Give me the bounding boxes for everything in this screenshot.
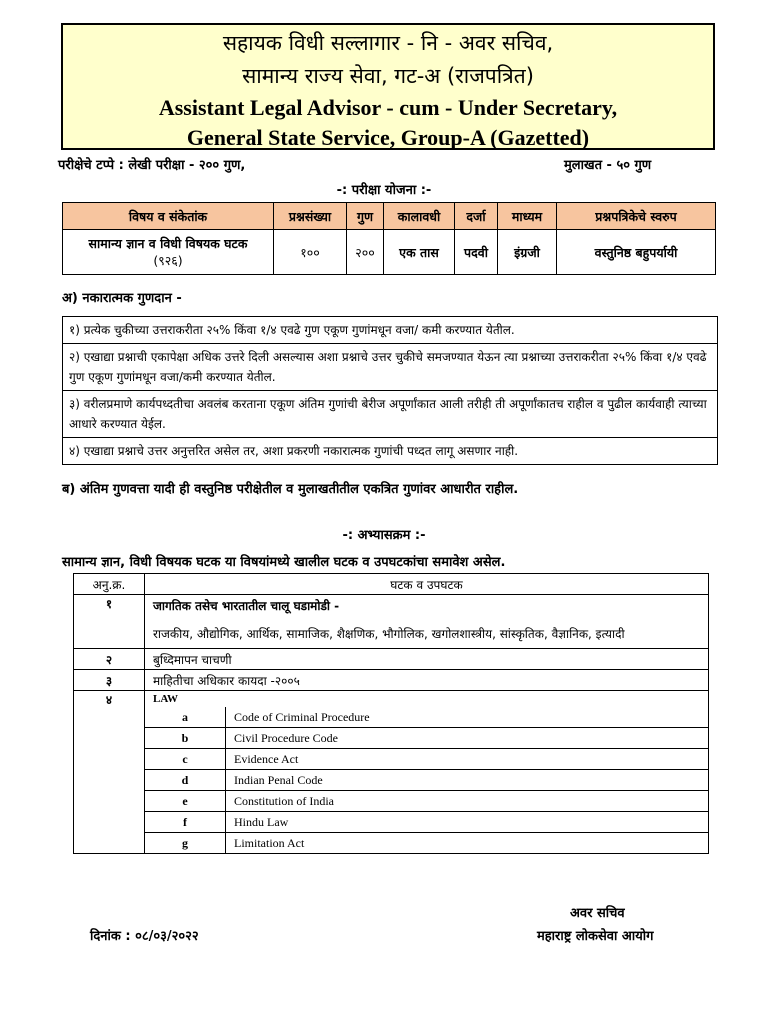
exam-scheme-table bbox=[62, 202, 716, 275]
scheme-row bbox=[63, 230, 716, 275]
medium-cell: इंग्रजी bbox=[498, 230, 557, 275]
law-letter-b: b bbox=[145, 728, 226, 749]
subject-cell bbox=[63, 230, 274, 275]
scheme-heading: -: परीक्षा योजना :- bbox=[336, 183, 432, 198]
negative-item-2 bbox=[63, 344, 718, 391]
law-name-d: Indian Penal Code bbox=[226, 770, 709, 791]
col-topic: घटक व उपघटक bbox=[145, 574, 709, 595]
syllabus-row-2 bbox=[74, 649, 709, 670]
law-name-c: Evidence Act bbox=[226, 749, 709, 770]
law-row-b bbox=[145, 728, 708, 749]
col-serial: अनु.क्र. bbox=[74, 574, 145, 595]
law-letter-e: e bbox=[145, 791, 226, 812]
col-duration: कालावधी bbox=[384, 203, 455, 230]
marks-cell: २०० bbox=[347, 230, 384, 275]
law-subtopics-table bbox=[145, 707, 708, 853]
negative-marking-table bbox=[62, 316, 718, 465]
level-cell: पदवी bbox=[455, 230, 498, 275]
col-marks: गुण bbox=[347, 203, 384, 230]
final-merit-note: ब) अंतिम गुणवत्ता यादी ही वस्तुनिष्ठ परीक्षेतील व मुलाखतीतील एकत्रित गुणांवर आधारीत राहील. bbox=[62, 482, 519, 497]
negative-item-1 bbox=[63, 317, 718, 344]
negative-text-2: २) एखाद्या प्रश्नाची एकापेक्षा अधिक उत्तरे दिली असल्यास अशा प्रश्नाचे उत्तर चुकीचे समजण्यात येऊन त्या प्रश्नाच्या उत्तराकरीता २५% किंवा १/४ एवढे गुण एकूण गुणांमधून वजा/कमी करण्यात येतील. bbox=[63, 344, 718, 391]
law-letter-g: g bbox=[145, 833, 226, 854]
law-name-e: Constitution of India bbox=[226, 791, 709, 812]
col-type: प्रश्नपत्रिकेचे स्वरुप bbox=[557, 203, 716, 230]
syllabus-row-4 bbox=[74, 691, 709, 854]
stages-written: परीक्षेचे टप्पे : लेखी परीक्षा - २०० गुण, bbox=[58, 158, 246, 173]
negative-heading: अ) नकारात्मक गुणदान - bbox=[62, 291, 182, 306]
syllabus-row-3 bbox=[74, 670, 709, 691]
law-row-g bbox=[145, 833, 708, 854]
syllabus-intro: सामान्य ज्ञान, विधी विषयक घटक या विषयांमध्ये खालील घटक व उपघटकांचा समावेश असेल. bbox=[62, 555, 506, 570]
col-questions: प्रश्नसंख्या bbox=[274, 203, 347, 230]
issue-date: दिनांक : ०८/०३/२०२२ bbox=[90, 929, 199, 944]
law-row-a bbox=[145, 707, 708, 728]
stages-interview: मुलाखत - ५० गुण bbox=[564, 158, 652, 173]
title-marathi-2: सामान्य राज्य सेवा, गट-अ (राजपत्रित) bbox=[242, 64, 534, 88]
law-row-c bbox=[145, 749, 708, 770]
law-name-g: Limitation Act bbox=[226, 833, 709, 854]
col-subject: विषय व संकेतांक bbox=[63, 203, 274, 230]
topic-1-title: जागतिक तसेच भारतातील चालू घडामोडी - bbox=[153, 599, 340, 613]
topic-2: बुध्दिमापन चाचणी bbox=[145, 649, 709, 670]
serial-2: २ bbox=[74, 649, 145, 670]
negative-text-4: ४) एखाद्या प्रश्नाचे उत्तर अनुत्तरित असेल तर, अशा प्रकरणी नकारात्मक गुणांची पध्दत लागू असणार नाही. bbox=[63, 438, 718, 465]
syllabus-header-row bbox=[74, 574, 709, 595]
law-row-d bbox=[145, 770, 708, 791]
serial-1: १ bbox=[74, 595, 145, 649]
law-letter-c: c bbox=[145, 749, 226, 770]
topic-4-title: LAW bbox=[153, 693, 179, 705]
law-row-f bbox=[145, 812, 708, 833]
duration-cell: एक तास bbox=[384, 230, 455, 275]
law-letter-f: f bbox=[145, 812, 226, 833]
subject-name: सामान्य ज्ञान व विधी विषयक घटक bbox=[88, 236, 248, 251]
negative-item-4 bbox=[63, 438, 718, 465]
law-name-a: Code of Criminal Procedure bbox=[226, 707, 709, 728]
title-marathi-1: सहायक विधी सल्लागार - नि - अवर सचिव, bbox=[222, 31, 554, 55]
law-name-b: Civil Procedure Code bbox=[226, 728, 709, 749]
law-letter-d: d bbox=[145, 770, 226, 791]
syllabus-table bbox=[73, 573, 709, 854]
negative-text-1: १) प्रत्येक चुकीच्या उत्तराकरीता २५% किंवा १/४ एवढे गुण एकूण गुणांमधून वजा/ कमी करण्यात येतील. bbox=[63, 317, 718, 344]
law-row-e bbox=[145, 791, 708, 812]
syllabus-row-1 bbox=[74, 595, 709, 649]
topic-4-cell bbox=[145, 691, 709, 854]
topic-1-cell bbox=[145, 595, 709, 649]
signature-designation: अवर सचिव bbox=[570, 906, 625, 921]
subject-code: (९२६) bbox=[153, 253, 183, 268]
title-english-2: General State Service, Group-A (Gazetted) bbox=[186, 125, 590, 150]
type-cell: वस्तुनिष्ठ बहुपर्यायी bbox=[557, 230, 716, 275]
topic-3: माहितीचा अधिकार कायदा -२००५ bbox=[145, 670, 709, 691]
signature-organization: महाराष्ट्र लोकसेवा आयोग bbox=[537, 929, 654, 944]
serial-4: ४ bbox=[74, 691, 145, 854]
questions-cell: १०० bbox=[274, 230, 347, 275]
syllabus-heading: -: अभ्यासक्रम :- bbox=[342, 528, 426, 543]
topic-1-detail: राजकीय, औद्योगिक, आर्थिक, सामाजिक, शैक्षणिक, भौगोलिक, खगोलशास्त्रीय, सांस्कृतिक, वैज्ञानिक, इत्यादी bbox=[153, 627, 625, 641]
negative-item-3 bbox=[63, 391, 718, 438]
col-level: दर्जा bbox=[455, 203, 498, 230]
negative-text-3: ३) वरीलप्रमाणे कार्यपध्दतीचा अवलंब करताना एकूण अंतिम गुणांची बेरीज अपूर्णांकात आली तरीही ती अपूर्णांकातच राहील व पुढील कार्यवाही त्याच्या आधारे करण्यात येईल. bbox=[63, 391, 718, 438]
col-medium: माध्यम bbox=[498, 203, 557, 230]
scheme-header-row bbox=[63, 203, 716, 230]
law-name-f: Hindu Law bbox=[226, 812, 709, 833]
title-box bbox=[61, 23, 715, 150]
law-letter-a: a bbox=[145, 707, 226, 728]
title-english-1: Assistant Legal Advisor - cum - Under Secretary, bbox=[158, 95, 618, 120]
serial-3: ३ bbox=[74, 670, 145, 691]
